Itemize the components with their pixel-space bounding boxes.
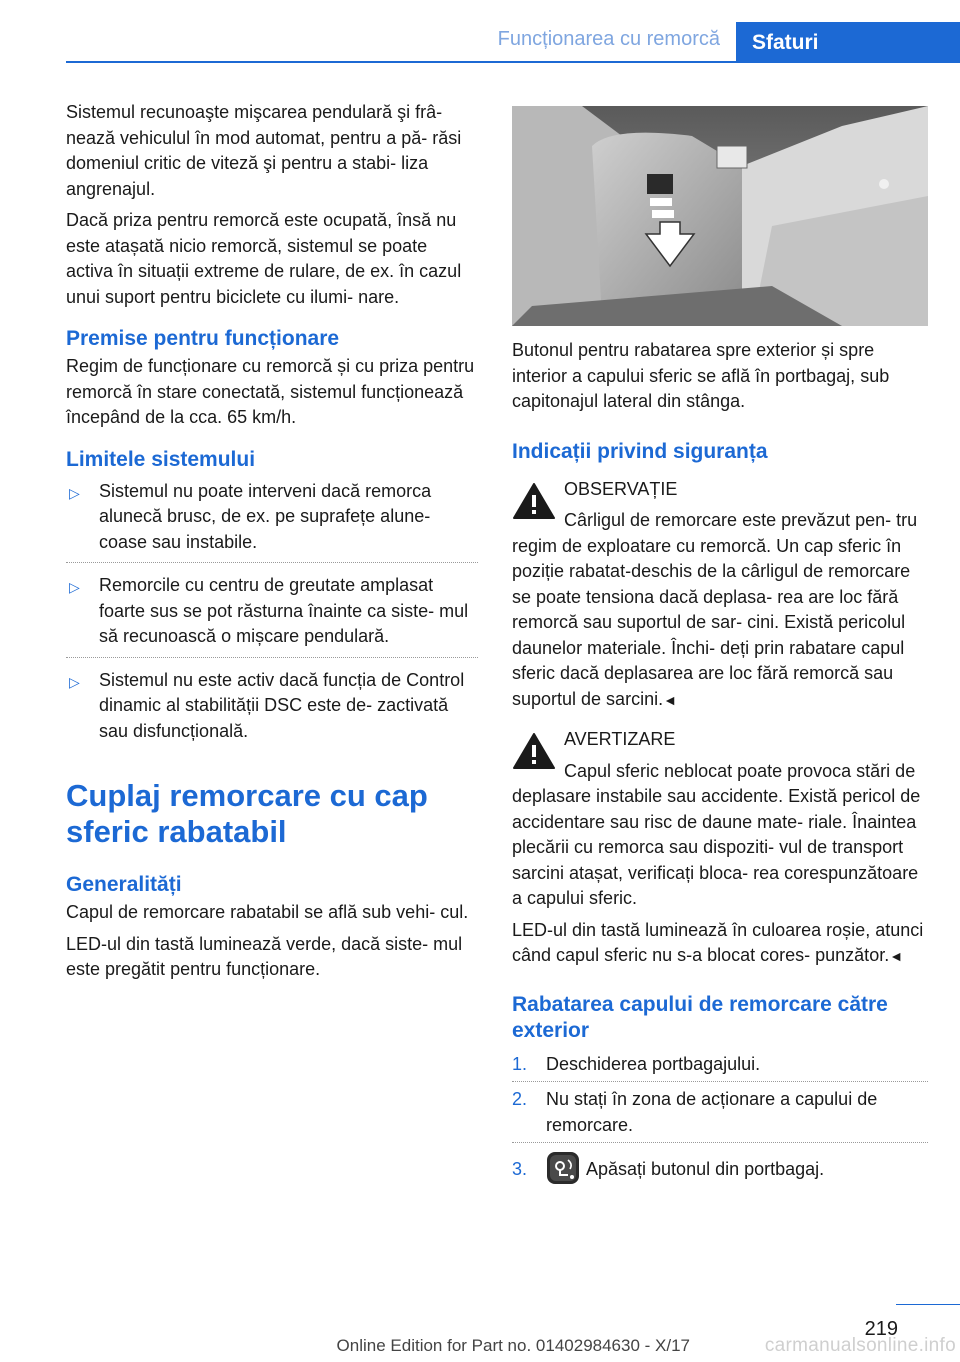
list-item: 1. Deschiderea portbagajului. <box>512 1052 928 1083</box>
paragraph-socket-occupied: Dacă priza pentru remorcă este ocupată, însă nu este atașată nicio remorcă, sistemul se poate activa în situații extreme de rulare, de ex. în cazul unui suport pentru biciclete cu ilumi‐ nare. <box>66 210 462 307</box>
paragraph-general-location: Capul de remorcare rabatabil se află sub vehi‐ cul. <box>66 902 469 922</box>
running-header-chapter: Funcționarea cu remorcă <box>497 28 720 50</box>
heading-system-limits: Limitele sistemului <box>66 447 256 471</box>
end-mark-icon: ◄ <box>663 691 677 708</box>
footer-rule <box>896 1304 960 1305</box>
note-text: Cârligul de remorcare este prevăzut pen‐ tru regim de exploatare cu remorcă. Un cap sferic în poziție rabatat-deschis de la cârligul de remorcare se poate tensiona dacă deplasa‐ rea are loc fără remorcă sau suportul de sar‐ cini. Există pericolul daunelor materiale. Închi‐ deți prin rabatare capul sferic dacă deplasarea are loc fără remorcă sau suportul de sarcini.◄ <box>512 510 918 709</box>
trunk-button-photo <box>512 106 928 326</box>
paragraph-general-led: LED-ul din tastă luminează verde, dacă siste‐ mul este pregătit pentru funcționare. <box>66 933 463 979</box>
list-item: ▷ Remorcile cu centru de greutate amplasat foarte sus se pot răsturna înainte ca siste‐ mul să recunoască o mișcare pendulară. <box>66 573 478 658</box>
heading-general: Generalități <box>66 873 182 896</box>
watermark: carmanualsonline.info <box>764 1335 956 1356</box>
warning-label: AVERTIZARE <box>564 729 676 749</box>
running-header-tab: Sfaturi <box>736 22 960 63</box>
list-item: ▷ Sistemul nu este activ dacă funcția de Control dinamic al stabilității DSC este de‐ zactivată sau disfuncțională. <box>69 669 465 741</box>
trailer-hitch-button-icon <box>546 1151 580 1185</box>
photo-caption: Butonul pentru rabatarea spre exterior și spre interior a capului sferic se află în portbagaj, sub capitonajul lateral din stânga. <box>512 340 890 411</box>
heading-fold-out: Rabatarea capului de remorcare către exterior <box>512 992 888 1042</box>
paragraph-prerequisites: Regim de funcționare cu remorcă și cu priza pentru remorcă în stare conectată, sistemul funcționează începând de la cca. 65 km/h. <box>66 356 475 427</box>
page-number: 219 <box>864 1318 898 1340</box>
list-item: 2. Nu stați în zona de acționare a capului de remorcare. <box>512 1087 928 1143</box>
list-item: ▷ Sistemul nu poate interveni dacă remorca alunecă brusc, de ex. pe suprafețe alune‐ coase sau instabile. <box>66 479 478 564</box>
edition-note: Online Edition for Part no. 01402984630 - X/17 <box>336 1336 690 1355</box>
list-item: 3. Apăsați butonul din portbagaj. <box>512 1151 928 1190</box>
bullet-triangle-icon: ▷ <box>69 673 80 690</box>
warning-text: Capul sferic neblocat poate provoca stări de deplasare instabile sau accidente. Există pericol de accidentare sau risc de daune mate‐ riale. Înaintea plecării cu remorca sau dispoziti‐ vul de transport sarcini atașat, verificați bloca‐ rea corespunzătoare a capului sferic. <box>512 760 921 908</box>
left-column <box>66 100 478 989</box>
heading-prerequisites: Premise pentru funcționare <box>66 327 340 350</box>
note-block <box>512 477 928 714</box>
fold-out-steps <box>512 1052 928 1191</box>
warning-triangle-icon <box>512 481 556 521</box>
system-limits-list <box>66 479 478 753</box>
paragraph-led-red: LED-ul din tastă luminează în culoarea roșie, atunci când capul sferic nu s-a blocat cores‐ punzător.◄ <box>512 919 924 965</box>
warning-block <box>512 727 928 912</box>
end-mark-icon: ◄ <box>889 948 904 964</box>
bullet-triangle-icon: ▷ <box>69 579 80 595</box>
warning-triangle-icon <box>512 731 556 771</box>
header-rule <box>66 61 960 63</box>
paragraph-sway-detection: Sistemul recunoaşte mişcarea pendulară şi frâ‐ nează vehiculul în mod automat, pentru a pă‐ răsi domeniul critic de viteză şi pentru a stabi‐ liza angrenajul. <box>66 102 462 199</box>
section-title: Cuplaj remorcare cu cap sferic rabatabil <box>66 778 428 849</box>
right-column <box>512 106 928 1195</box>
bullet-triangle-icon: ▷ <box>69 484 80 501</box>
note-label: OBSERVAȚIE <box>564 478 678 499</box>
heading-safety: Indicații privind siguranța <box>512 439 768 463</box>
